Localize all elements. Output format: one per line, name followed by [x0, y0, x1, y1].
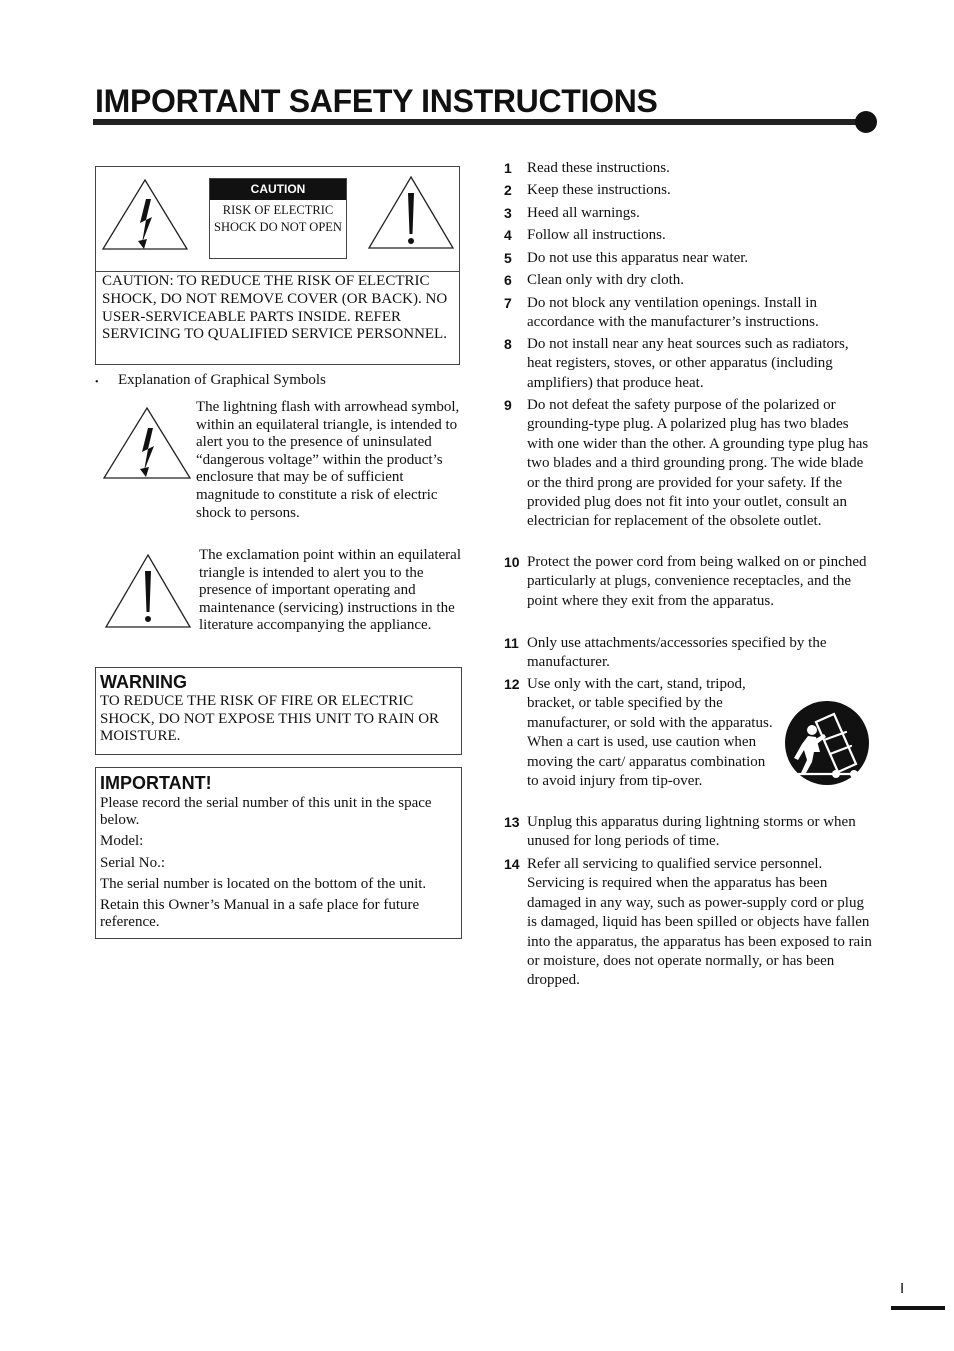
- important-line: Retain this Owner’s Manual in a safe place for future reference.: [100, 897, 420, 931]
- caution-header: CAUTION: [210, 179, 346, 200]
- instruction-number: 5: [504, 250, 512, 266]
- instruction-text: Do not use this apparatus near water.: [527, 250, 749, 266]
- instruction-text: Heed all warnings.: [527, 205, 640, 221]
- caution-label: [209, 178, 347, 259]
- instruction-text: Unplug this apparatus during lightning storms or when unused for long periods of time.: [527, 814, 856, 850]
- instruction-text: Follow all instructions.: [527, 227, 666, 243]
- cart-tipover-icon: [784, 700, 870, 786]
- instruction-text: Only use attachments/accessories specified by the manufacturer.: [527, 635, 827, 671]
- caution-divider: [96, 271, 459, 272]
- caution-box: [95, 166, 460, 365]
- important-line: Model:: [100, 833, 144, 850]
- instruction-item: [504, 204, 872, 223]
- instruction-number: 2: [504, 182, 512, 198]
- important-title: IMPORTANT!: [100, 773, 212, 793]
- page-title: IMPORTANT SAFETY INSTRUCTIONS: [95, 83, 658, 119]
- bullet: •: [95, 377, 99, 388]
- instruction-item: [504, 181, 872, 200]
- instruction-number: 4: [504, 227, 512, 243]
- title-rule-dot: [855, 111, 877, 133]
- instruction-item: [504, 396, 872, 532]
- caution-text: CAUTION: TO REDUCE THE RISK OF ELECTRIC SHOCK, DO NOT REMOVE COVER (OR BACK). NO USER-SERVICEABLE PARTS INSIDE. REFER SERVICING TO QUALIFIED SERVICE PERSONNEL.: [102, 273, 448, 343]
- instruction-number: 11: [504, 635, 519, 651]
- instruction-text: Refer all servicing to qualified service personnel. Servicing is required when the apparatus has been damaged in any way, such as power-supply cord or plug is damaged, liquid has been spilled or objects have fallen into the apparatus, the apparatus has been exposed to rain or moisture, does not operate normally, or has been dropped.: [527, 856, 872, 989]
- instruction-number: 8: [504, 336, 512, 352]
- instruction-number: 10: [504, 554, 520, 570]
- instruction-text: Clean only with dry cloth.: [527, 272, 685, 288]
- exclamation-triangle-icon: [103, 552, 193, 630]
- lightning-triangle-icon: [101, 405, 193, 481]
- important-line: Serial No.:: [100, 854, 165, 871]
- page-number: I: [900, 1280, 905, 1297]
- instruction-number: 6: [504, 272, 512, 288]
- instruction-item: [504, 634, 872, 673]
- page-number-rule: [891, 1306, 945, 1310]
- instruction-text: Read these instructions.: [527, 160, 670, 176]
- instruction-text: Use only with the cart, stand, tripod, bracket, or table specified by the manufacturer, or sold with the apparatus. When a cart is used, use caution when moving the cart/ apparatus combination to avoid injury from tip-over.: [527, 676, 773, 790]
- instruction-number: 1: [504, 160, 512, 176]
- exclamation-explanation: The exclamation point within an equilateral triangle is intended to alert you to the presence of important operating and maintenance (servicing) instructions in the literature accompanying the appliance.: [199, 547, 461, 634]
- warning-text: TO REDUCE THE RISK OF FIRE OR ELECTRIC SHOCK, DO NOT EXPOSE THIS UNIT TO RAIN OR MOISTURE.: [100, 693, 440, 745]
- instruction-text: Do not block any ventilation openings. Install in accordance with the manufacturer’s instructions.: [527, 295, 819, 331]
- instruction-item: [504, 553, 872, 611]
- instruction-text: Keep these instructions.: [527, 182, 671, 198]
- instruction-number: 9: [504, 397, 512, 413]
- lightning-explanation: The lightning flash with arrowhead symbol, within an equilateral triangle, is intended to alert you to the presence of uninsulated “dangerous voltage” within the product’s enclosure that may be of sufficient magnitude to constitute a risk of electric shock to persons.: [196, 399, 460, 521]
- instruction-item: [504, 335, 872, 393]
- title-rule: [93, 119, 865, 125]
- instruction-text: Do not install near any heat sources such as radiators, heat registers, stoves, or other apparatus (including amplifiers) that produce heat.: [527, 336, 849, 391]
- instruction-number: 13: [504, 814, 520, 830]
- instruction-item: [504, 855, 872, 991]
- instruction-item: [504, 249, 872, 268]
- important-line: The serial number is located on the bottom of the unit.: [100, 875, 427, 892]
- lightning-triangle-icon: [100, 177, 190, 253]
- instruction-text: Protect the power cord from being walked on or pinched particularly at plugs, convenience receptacles, and the point where they exit from the apparatus.: [527, 554, 867, 609]
- instruction-item: [504, 294, 872, 333]
- instruction-item: [504, 271, 872, 290]
- explanation-title: Explanation of Graphical Symbols: [118, 372, 326, 388]
- important-line: Please record the serial number of this unit in the space below.: [100, 795, 432, 829]
- instruction-number: 12: [504, 676, 520, 692]
- instruction-number: 3: [504, 205, 512, 221]
- instruction-number: 14: [504, 856, 520, 872]
- instruction-item: [504, 813, 872, 852]
- instruction-item: [504, 159, 872, 178]
- exclamation-triangle-icon: [367, 174, 455, 250]
- warning-title: WARNING: [100, 672, 187, 692]
- instruction-item: [504, 226, 872, 245]
- important-box: [95, 767, 462, 939]
- caution-risk-text: RISK OF ELECTRIC SHOCK DO NOT OPEN: [214, 203, 342, 234]
- warning-box: [95, 667, 462, 755]
- instruction-text: Do not defeat the safety purpose of the polarized or grounding-type plug. A polarized plug has two blades with one wider than the other. A grounding type plug has two blades and a third grounding prong. The wide blade or the third prong are provided for your safety. If the provided plug does not fit into your outlet, consult an electrician for replacement of the obsolete outlet.: [527, 397, 869, 530]
- instruction-number: 7: [504, 295, 512, 311]
